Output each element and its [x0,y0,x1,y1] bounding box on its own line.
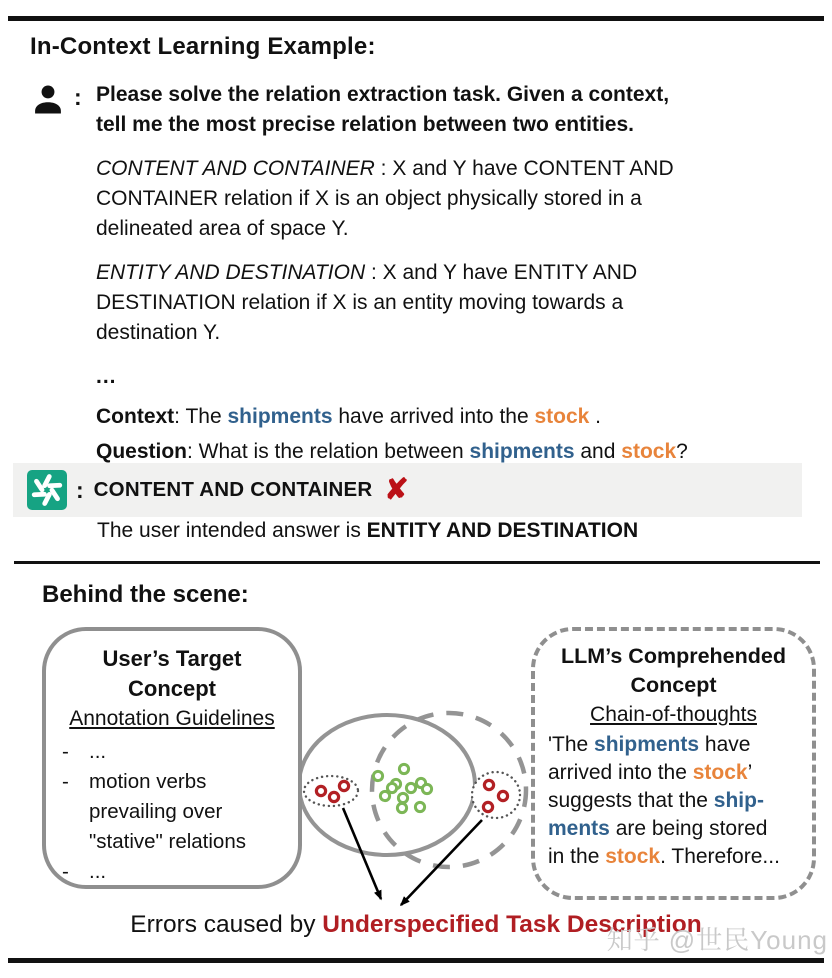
llm-comprehended-concept-box [531,627,816,900]
user-box-title-1: User’s Target [102,646,242,671]
user-prompt-column [96,80,810,472]
relation-definition-2: ENTITY AND DESTINATION : X and Y have ENTITY AND DESTINATION relation if X is an entity moving towards a destination Y. [96,261,638,344]
watermark-text: 知乎 @世民Young [606,925,828,955]
llm-box-title-1: LLM’s Comprehended [561,644,786,668]
error-caption: Errors caused by Underspecified Task Description [130,911,702,938]
wrong-cross-icon: ✘ [384,473,409,506]
guideline-item: - ... [62,860,107,883]
venn-shapes [299,713,526,905]
top-border-rule [8,16,824,21]
guideline-item: prevailing over [89,800,223,823]
gpt-colon: : [76,476,84,503]
icl-section-title: In-Context Learning Example: [30,33,376,60]
user-turn [30,80,810,472]
behind-scene-title: Behind the scene: [42,581,249,608]
user-icon-column [30,80,96,118]
user-target-concept-box [42,627,302,889]
guideline-item: - motion verbs [62,770,207,793]
chain-of-thoughts-label: Chain-of-thoughts [590,703,757,726]
task-instruction: Please solve the relation extraction task. Given a context, tell me the most precise relation between two entities. [96,83,670,136]
user-box-title-2: Concept [128,676,216,701]
guideline-item: "stative" relations [89,830,246,853]
ellipsis-line: ... [96,365,117,388]
user-person-icon [30,82,66,118]
llm-box-title-2: Concept [630,673,717,697]
question-line: Question: What is the relation between shipments and stock? [96,440,688,463]
annotation-guidelines-label: Annotation Guidelines [69,707,275,730]
gpt-wrong-answer: CONTENT AND CONTAINER [93,478,373,501]
section-divider-rule [14,561,820,564]
chain-of-thought-text: 'The shipments have arrived into the stock’ suggests that the ship- ments are being stored in the stock. Therefore... [548,733,780,868]
relation-definition-1: CONTENT AND CONTAINER : X and Y have CONTENT AND CONTAINER relation if X is an object physically stored in a delineated area of space Y. [96,157,674,240]
bottom-border-rule [8,958,824,963]
guideline-item: - ... [62,740,107,763]
guidelines-list [46,734,298,887]
user-colon: : [74,84,82,110]
chatgpt-icon [27,470,67,510]
intended-answer-line: The user intended answer is ENTITY AND DESTINATION [97,519,639,542]
llm-answer-bar [13,463,802,517]
context-line: Context: The shipments have arrived into the stock . [96,405,601,428]
